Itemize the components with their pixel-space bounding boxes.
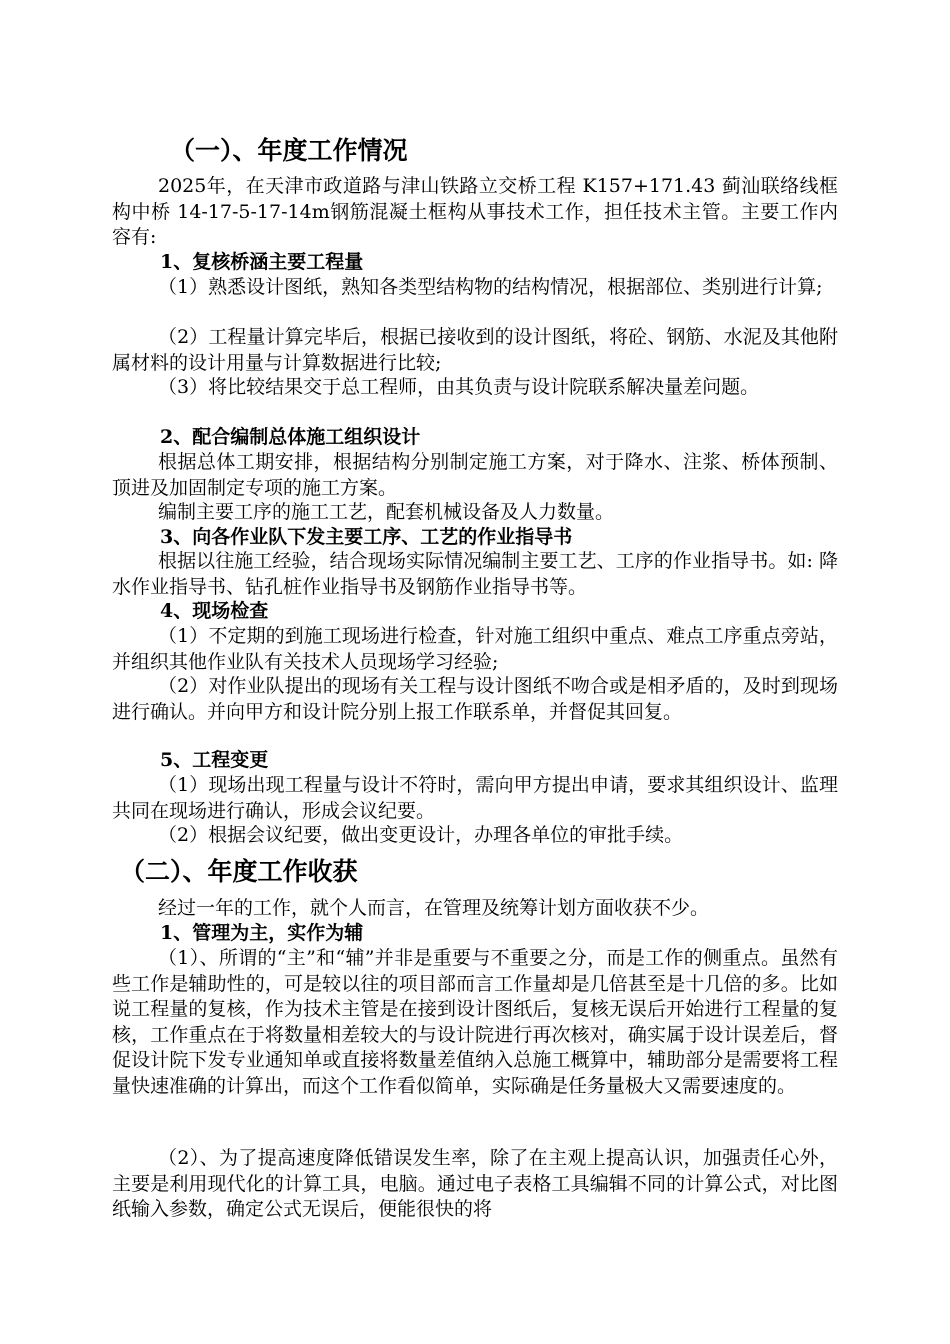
item1-para2: （2）工程量计算完毕后，根据已接收到的设计图纸，将砼、钢筋、水泥及其他附属材料的设计用量与计算数据进行比较; — [112, 326, 838, 374]
section1-intro: 2025年，在天津市政道路与津山铁路立交桥工程 K157+171.43 蓟汕联络线框构中桥 14-17-5-17-14m钢筋混凝土框构从事技术工作，担任技术主管。主要工作内容有: — [112, 175, 838, 249]
section2-item1-para2: （2）、为了提高速度降低错误发生率，除了在主观上提高认识，加强责任心外，主要是利用现代化的计算工具，电脑。通过电子表格工具编辑不同的计算公式，对比图纸输入参数，确定公式无误后，便能很快的将 — [112, 1147, 838, 1221]
item2-para2: 编制主要工序的施工工艺，配套机械设备及人力数量。 — [158, 501, 615, 523]
item5-para1: （1）现场出现工程量与设计不符时，需向甲方提出申请，要求其组织设计、监理共同在现场进行确认，形成会议纪要。 — [112, 774, 838, 822]
item2-para1: 根据总体工期安排，根据结构分别制定施工方案，对于降水、注浆、桥体预制、顶进及加固制定专项的施工方案。 — [112, 451, 838, 499]
section2-intro: 经过一年的工作，就个人而言，在管理及统筹计划方面收获不少。 — [158, 897, 710, 919]
section2-item1-para1: （1）、所谓的“主”和“辅”并非是重要与不重要之分，而是工作的侧重点。虽然有些工作是辅助性的，可是较以往的项目部而言工作量却是几倍甚至是十几倍的多。比如说工程量的复核，作为技术主管是在接到设计图纸后，复核无误后开始进行工程量的复核，工作重点在于将数量相差较大的与设计院进行再次核对，确实属于设计误差后，督促设计院下发专业通知单或直接将数量差值纳入总施工概算中，辅助部分是需要将工程量快速准确的计算出，而这个工作看似简单，实际确是任务量极大又需要速度的。 — [112, 947, 838, 1097]
item4-heading: 4、现场检查 — [160, 600, 269, 622]
item1-heading: 1、复核桥涵主要工程量 — [160, 251, 364, 273]
item3-para1: 根据以往施工经验，结合现场实际情况编制主要工艺、工序的作业指导书。如: 降水作业指导书、钻孔桩作业指导书及钢筋作业指导书等。 — [112, 550, 838, 598]
item5-para2: （2）根据会议纪要，做出变更设计，办理各单位的审批手续。 — [158, 824, 684, 846]
section2-title: （二）、年度工作收获 — [120, 857, 358, 886]
item5-heading: 5、工程变更 — [160, 749, 269, 771]
item4-para1: （1）不定期的到施工现场进行检查，针对施工组织中重点、难点工序重点旁站，并组织其他作业队有关技术人员现场学习经验; — [112, 625, 838, 673]
section2-item1-heading: 1、管理为主，实作为辅 — [160, 922, 364, 944]
item4-para2: （2）对作业队提出的现场有关工程与设计图纸不吻合或是相矛盾的，及时到现场进行确认。并向甲方和设计院分别上报工作联系单，并督促其回复。 — [112, 675, 838, 723]
item1-para1: （1）熟悉设计图纸，熟知各类型结构物的结构情况，根据部位、类别进行计算; — [158, 276, 823, 298]
item1-para3: （3）将比较结果交于总工程师，由其负责与设计院联系解决量差问题。 — [158, 376, 760, 398]
section1-title: （一）、年度工作情况 — [170, 136, 408, 165]
item3-heading: 3、向各作业队下发主要工序、工艺的作业指导书 — [160, 526, 573, 548]
item2-heading: 2、配合编制总体施工组织设计 — [160, 426, 421, 448]
